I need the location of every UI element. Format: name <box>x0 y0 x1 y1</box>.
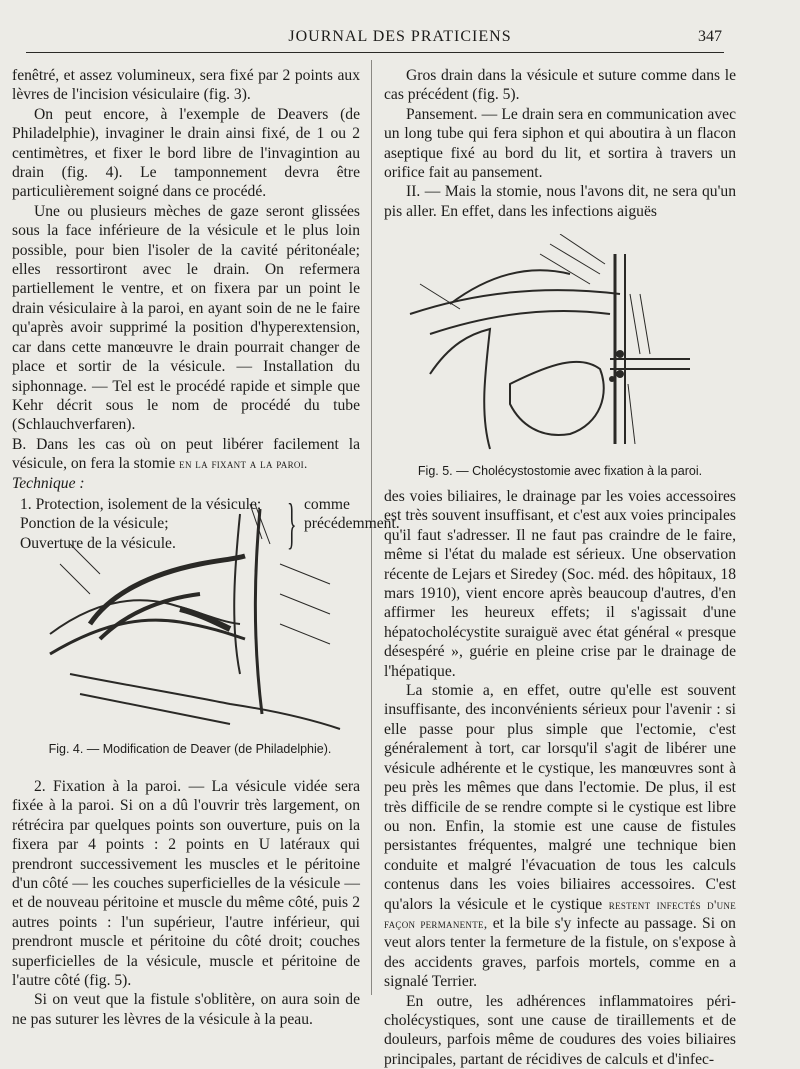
paragraph: On peut encore, à l'exemple de Deavers (de Philadelphie), invaginer le drain ainsi fixé, de 1 ou 2 centimètres, et fixer le bord libre de l'invagintion au drain (fig. 4). Le tamponnement devra être particulièrement soigné dans ce procédé. <box>12 105 360 201</box>
technique-label: Technique : <box>12 474 85 492</box>
paragraph <box>384 681 736 992</box>
right-column <box>384 66 736 221</box>
figure-caption: Fig. 5. — Cholécystostomie avec fixation à la paroi. <box>417 464 703 478</box>
header-rule <box>26 52 724 53</box>
paragraph <box>12 435 360 474</box>
paragraph: 2. Fixation à la paroi. — La vésicule vidée sera fixée à la paroi. Si on a dû l'ouvrir très largement, on rétrécira par quelques points son ouverture, puis on la fixera par 4 points : 2 points en U latéraux qui prendront successivement les muscles et le péritoine d'un côté — les couches superficielles de la vésicule — et de nouveau péritoine et muscle du même côté, puis 2 autres points : l'un supérieur, l'autre inférieur, qui prendront muscle et péritoine du côté droit; couches superficielles de la vésicule, muscle et péritoine de l'autre côté (fig. 5). <box>12 778 360 990</box>
page-header <box>20 0 780 56</box>
paragraph: Gros drain dans la vésicule et suture comme dans le cas précédent (fig. 5). <box>384 67 736 104</box>
technique-item: 1. Protection, isolement de la vésicule; <box>20 495 262 513</box>
left-column-lower <box>12 777 360 1029</box>
left-column <box>12 66 400 555</box>
brace-glyph: } <box>287 492 297 555</box>
journal-title: JOURNAL DES PRATICIENS <box>288 28 512 45</box>
right-column-lower <box>384 487 736 1069</box>
figure-5 <box>390 234 730 478</box>
paragraph: des voies biliaires, le drainage par les voies accessoires est très souvent insuffisant, et c'est aux voies principales qu'il faut s'adresser. Il ne faut pas craindre de le faire, même si l'état du malade est sérieux. Une observation récente de Lejars et Siredey (Soc. méd. des hôpitaux, 18 mars 1910), vient encore après beaucoup d'autres, d'en affirmer les heureux effets; il s'agissait d'une hépatocholécystite suraiguë avec état général « presque désespéré », guérie en pleine crise par le drainage de l'hépatique. <box>384 488 736 680</box>
paragraph-text: B. Dans les cas où on peut libérer facilement la vésicule, on fera la stomie <box>12 435 360 473</box>
paragraph-text: et la bile s'y infecte au passage. Si on veut alors tenter la fermeture de la fistule, on s'expose à des accidents graves, parfois mortels, comme en a signalé Terrier. <box>384 914 736 991</box>
figure-4 <box>30 504 350 756</box>
technique-item: Ouverture de la vésicule. <box>20 534 176 552</box>
figure-caption: Fig. 4. — Modification de Deaver (de Philadelphie). <box>48 742 332 756</box>
small-caps-text: restent infectés d'une façon permanente, <box>384 896 736 931</box>
paragraph: Une ou plusieurs mèches de gaze seront glissées sous la face inférieure de la vésicule et le plus loin possible, pour bien l'isoler de la cavité péritonéale; elles ressortiront avec le drain. On refermera partiellement le ventre, et on fixera par un point le drain vésiculaire à la paroi, en ayant soin de ne le faire qu'après avoir supprimé la position d'hyperextension, car dans cette manœuvre le drain pourrait changer de place et sortir de la vésicule. — Installation du siphonnage. — Tel est le procédé rapide et simple que Kehr décrit sous le nom de procédé du tube (Schlauchverfaren). <box>12 202 360 434</box>
technique-item: Ponction de la vésicule; <box>20 515 169 533</box>
paragraph: II. — Mais la stomie, nous l'avons dit, ne sera qu'un pis aller. En effet, dans les infections aiguës <box>384 183 736 220</box>
figure-4-drawing <box>30 504 350 740</box>
small-caps-text: en la fixant a la paroi. <box>179 456 308 472</box>
figure-5-drawing <box>390 234 730 462</box>
paragraph: fenêtré, et assez volumineux, sera fixé par 2 points aux lèvres de l'incision vésiculaire (fig. 3). <box>12 67 360 104</box>
paragraph: Pansement. — Le drain sera en communication avec un long tube qui fera siphon et qui aboutira à un flacon aseptique fixé au bord du lit, et sortira à travers un orifice fait au pansement. <box>384 105 736 182</box>
technique-side-note: comme précédemment. <box>304 495 400 533</box>
paragraph: En outre, les adhérences inflammatoires péri-cholécystiques, sont une cause de tiraillements et de douleurs, parfois même de coudures des voies biliaires principales, partant de récidives de calculs et d'infec- <box>384 992 736 1068</box>
paragraph-text: La stomie a, en effet, outre qu'elle est souvent insuffisante, des inconvénients sérieux pour l'avenir : si elle passe pour plus simple que l'ectomie, c'est généralement à tort, car lorsqu'il s'agit de libérer une vésicule adhérente et le cystique, les manœuvres sont à peu près les mêmes que dans l'ectomie. De plus, il est très difficile de se rendre compte si le cystique est libre ou non. Enfin, la stomie est une cause de fistules persistantes fréquentes, malgré une technique bien conduite et malgré l'évacuation de tous les calculs contenus dans les voies biliaires accessoires. C'est qu'alors la vésicule et le cystique <box>384 682 736 913</box>
paragraph: Si on veut que la fistule s'oblitère, on aura soin de ne pas suturer les lèvres de la vésicule à la peau. <box>12 991 360 1028</box>
page-number: 347 <box>698 28 722 45</box>
